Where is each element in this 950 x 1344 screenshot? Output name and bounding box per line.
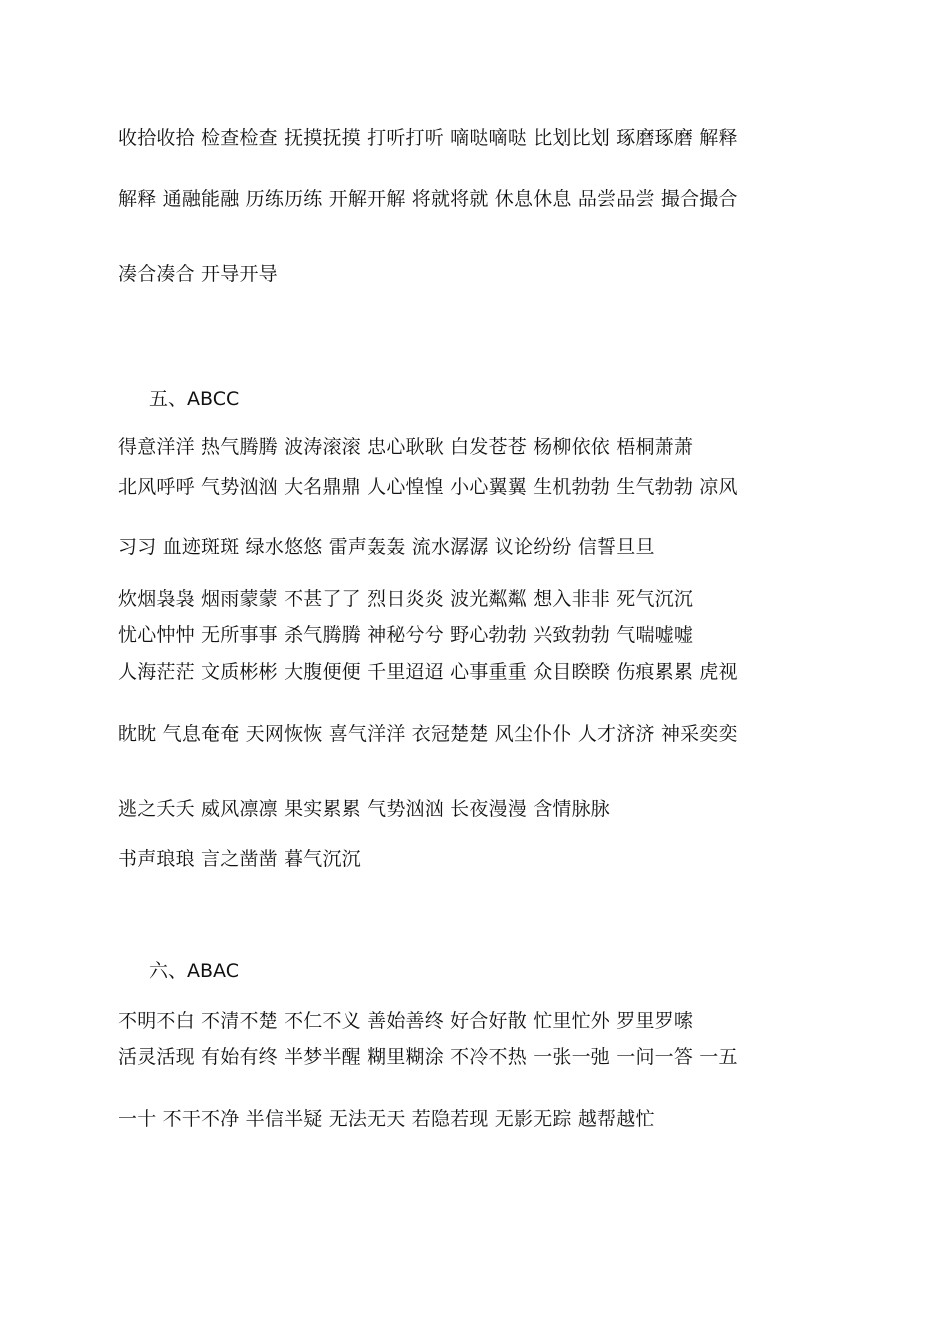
text-line: 眈眈 气息奄奄 天网恢恢 喜气洋洋 衣冠楚楚 风尘仆仆 人才济济 神采奕奕 [118,723,738,745]
text-line: 一十 不干不净 半信半疑 无法无天 若隐若现 无影无踪 越帮越忙 [118,1108,655,1130]
text-line: 人海茫茫 文质彬彬 大腹便便 千里迢迢 心事重重 众目睽睽 伤痕累累 虎视 [118,661,738,683]
text-line: 忧心忡忡 无所事事 杀气腾腾 神秘兮兮 野心勃勃 兴致勃勃 气喘嘘嘘 [118,624,694,646]
text-line: 凑合凑合 开导开导 [118,263,278,285]
text-line: 解释 通融能融 历练历练 开解开解 将就将就 休息休息 品尝品尝 撮合撮合 [118,188,738,210]
text-line: 不明不白 不清不楚 不仁不义 善始善终 好合好散 忙里忙外 罗里罗嗦 [118,1010,694,1032]
section-heading-5: 五、ABCC [149,388,240,410]
text-line: 收拾收拾 检查检查 抚摸抚摸 打听打听 嘀哒嘀哒 比划比划 琢磨琢磨 解释 [118,127,738,149]
text-line: 得意洋洋 热气腾腾 波涛滚滚 忠心耿耿 白发苍苍 杨柳依依 梧桐萧萧 [118,436,694,458]
text-line: 北风呼呼 气势汹汹 大名鼎鼎 人心惶惶 小心翼翼 生机勃勃 生气勃勃 凉风 [118,476,738,498]
text-line: 活灵活现 有始有终 半梦半醒 糊里糊涂 不冷不热 一张一弛 一问一答 一五 [118,1046,738,1068]
text-line: 炊烟袅袅 烟雨蒙蒙 不甚了了 烈日炎炎 波光粼粼 想入非非 死气沉沉 [118,588,694,610]
text-line: 习习 血迹斑斑 绿水悠悠 雷声轰轰 流水潺潺 议论纷纷 信誓旦旦 [118,536,655,558]
section-heading-6: 六、ABAC [149,960,239,982]
text-line: 书声琅琅 言之凿凿 暮气沉沉 [118,848,361,870]
text-line: 逃之夭夭 威风凛凛 果实累累 气势汹汹 长夜漫漫 含情脉脉 [118,798,610,820]
